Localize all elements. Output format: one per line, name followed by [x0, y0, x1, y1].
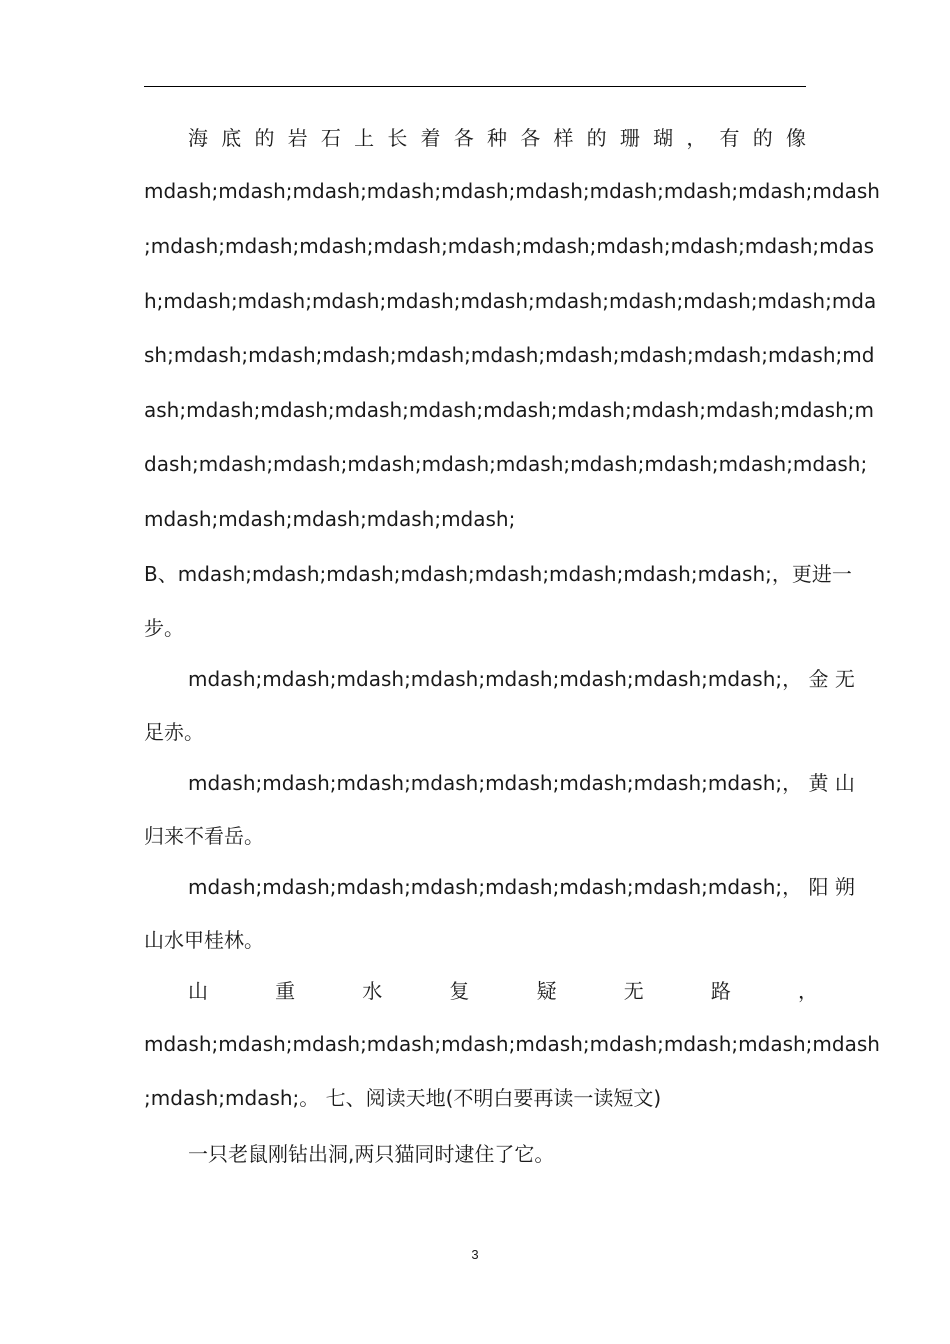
text-line-16: 山水甲桂林。: [144, 928, 264, 952]
text-line-11: mdash;mdash;mdash;mdash;mdash;mdash;mdash;mdash;， 金 无: [188, 667, 855, 691]
text-line-18: mdash;mdash;mdash;mdash;mdash;mdash;mdash;mdash;mdash;mdash: [144, 1032, 880, 1056]
text-line-3: ;mdash;mdash;mdash;mdash;mdash;mdash;mdash;mdash;mdash;mdas: [144, 234, 874, 258]
text-line-6: ash;mdash;mdash;mdash;mdash;mdash;mdash;mdash;mdash;mdash;m: [144, 398, 874, 422]
text-line-10: 步。: [144, 616, 184, 640]
text-line-1: 海 底 的 岩 石 上 长 着 各 种 各 样 的 珊 瑚 ， 有 的 像: [188, 126, 806, 150]
text-line-2: mdash;mdash;mdash;mdash;mdash;mdash;mdash;mdash;mdash;mdash: [144, 179, 880, 203]
text-line-20: 一只老鼠刚钻出洞,两只猫同时逮住了它。: [188, 1142, 555, 1166]
text-line-4: h;mdash;mdash;mdash;mdash;mdash;mdash;mdash;mdash;mdash;mda: [144, 289, 877, 313]
text-line-8: mdash;mdash;mdash;mdash;mdash;: [144, 507, 516, 531]
text-line-14: 归来不看岳。: [144, 824, 264, 848]
text-line-13: mdash;mdash;mdash;mdash;mdash;mdash;mdash;mdash;， 黄 山: [188, 771, 855, 795]
text-line-9: B、mdash;mdash;mdash;mdash;mdash;mdash;mdash;mdash;，更进一: [144, 562, 852, 586]
text-line-15: mdash;mdash;mdash;mdash;mdash;mdash;mdash;mdash;， 阳 朔: [188, 875, 855, 899]
text-line-19: ;mdash;mdash;。 七、阅读天地(不明白要再读一读短文): [144, 1086, 662, 1110]
page-number: 3: [471, 1247, 479, 1262]
text-line-12: 足赤。: [144, 720, 204, 744]
header-rule: [144, 86, 806, 87]
text-line-7: dash;mdash;mdash;mdash;mdash;mdash;mdash;mdash;mdash;mdash;: [144, 452, 868, 476]
text-line-17: 山 重 水 复 疑 无 路 ，: [188, 979, 818, 1003]
text-line-5: sh;mdash;mdash;mdash;mdash;mdash;mdash;mdash;mdash;mdash;md: [144, 343, 875, 367]
